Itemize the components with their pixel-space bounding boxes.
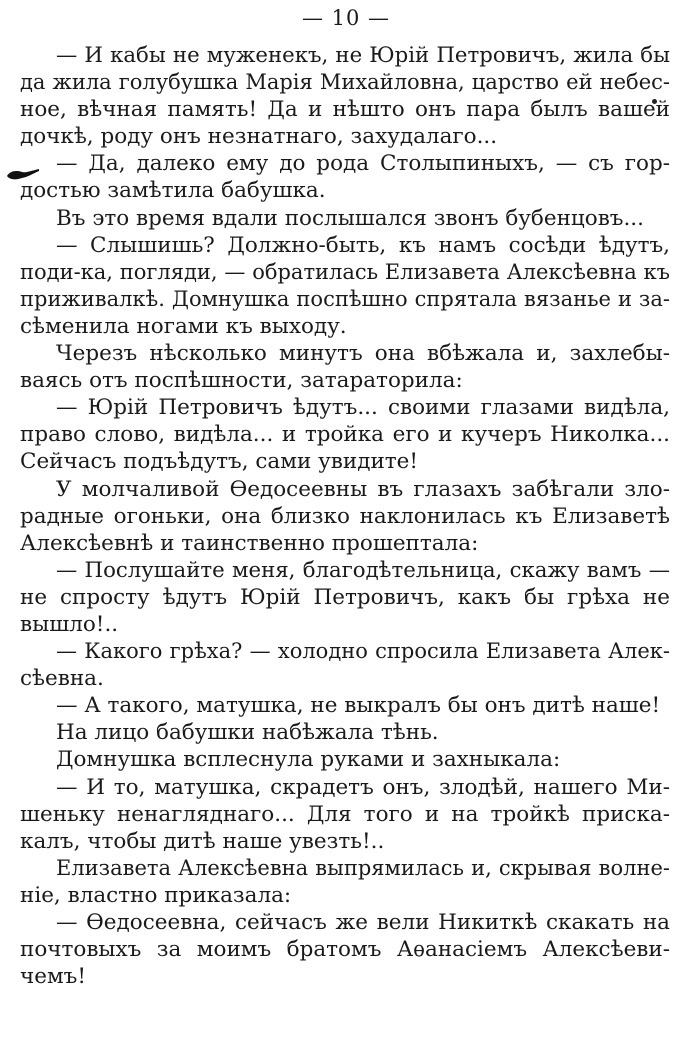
text-line: Алексѣевнѣ и таинственно прошептала: <box>20 530 479 556</box>
text-line: вышло!.. <box>20 611 119 637</box>
text-line: Въ это время вдали послышался звонъ бубенцовъ... <box>56 205 644 231</box>
text-line: достью замѣтила бабушка. <box>20 178 326 204</box>
text-line: Елизавета Алексѣевна выпрямилась и, скрывая волне- <box>56 855 670 880</box>
text-line: сѣевна. <box>20 666 104 692</box>
text-line: — А такого, матушка, не выкралъ бы онъ дитѣ наше! <box>56 693 661 719</box>
text-line: да жила голубушка Марія Михайловна, царство ей небес- <box>20 70 670 95</box>
text-line: Черезъ нѣсколько минутъ она вбѣжала и, захлебы- <box>56 341 670 367</box>
text-line: У молчаливой Ѳедосеевны въ глазахъ забѣгали зло- <box>56 476 670 502</box>
text-line: — Юрій Петровичъ ѣдутъ... своими глазами видѣла, <box>56 395 670 421</box>
text-line: — Ѳедосеевна, сейчасъ же вели Никиткѣ скакать на <box>56 910 670 935</box>
text-line: радные огоньки, она близко наклонилась къ Елизаветѣ <box>20 503 670 529</box>
text-line: — Послушайте меня, благодѣтельница, скажу вамъ — <box>56 557 670 583</box>
text-line: Сейчасъ подъѣдутъ, сами увидите! <box>20 449 419 475</box>
text-line: — Какого грѣха? — холодно спросила Елизавета Алек- <box>56 639 670 664</box>
text-line: почтовыхъ за моимъ братомъ Аѳанасіемъ Алексѣеви- <box>20 937 670 963</box>
text-line: ніе, властно приказала: <box>20 882 292 908</box>
text-line: ваясь отъ поспѣшности, затараторила: <box>20 368 463 394</box>
text-line: чемъ! <box>20 964 86 990</box>
text-line: — Слышишь? Должно-быть, къ намъ сосѣди ѣдутъ, <box>56 232 670 258</box>
text-line: — И кабы не муженекъ, не Юрій Петровичъ, жила бы <box>56 43 670 68</box>
text-line: не спросту ѣдутъ Юрій Петровичъ, какъ бы грѣха не <box>20 584 670 610</box>
text-line: дочкѣ, роду онъ незнатнаго, захудалаго... <box>20 124 498 150</box>
text-line: Домнушка всплеснула руками и захныкала: <box>56 747 561 773</box>
text-line: право слово, видѣла... и тройка его и кучеръ Николка... <box>20 422 670 448</box>
text-line: — Да, далеко ему до рода Столыпиныхъ, — съ гор- <box>56 151 670 177</box>
text-line: ное, вѣчная память! Да и нѣшто онъ пара былъ вашей <box>20 97 670 123</box>
page-number: — 10 — <box>301 6 391 30</box>
text-line: — И то, матушка, скрадетъ онъ, злодѣй, нашего Ми- <box>56 774 670 800</box>
text-line: поди-ка, погляди, — обратилась Елизавета Алексѣевна къ <box>20 259 670 284</box>
text-line: На лицо бабушки набѣжала тѣнь. <box>56 720 439 746</box>
text-line: калъ, чтобы дитѣ наше увезть!.. <box>20 828 385 854</box>
body-text <box>20 42 670 990</box>
text-line: приживалкѣ. Домнушка поспѣшно спрятала вязанье и за- <box>20 286 670 311</box>
text-line: сѣменила ногами къ выходу. <box>20 313 347 339</box>
text-line: шеньку ненагляднаго... Для того и на тройкѣ прискa- <box>20 801 670 827</box>
